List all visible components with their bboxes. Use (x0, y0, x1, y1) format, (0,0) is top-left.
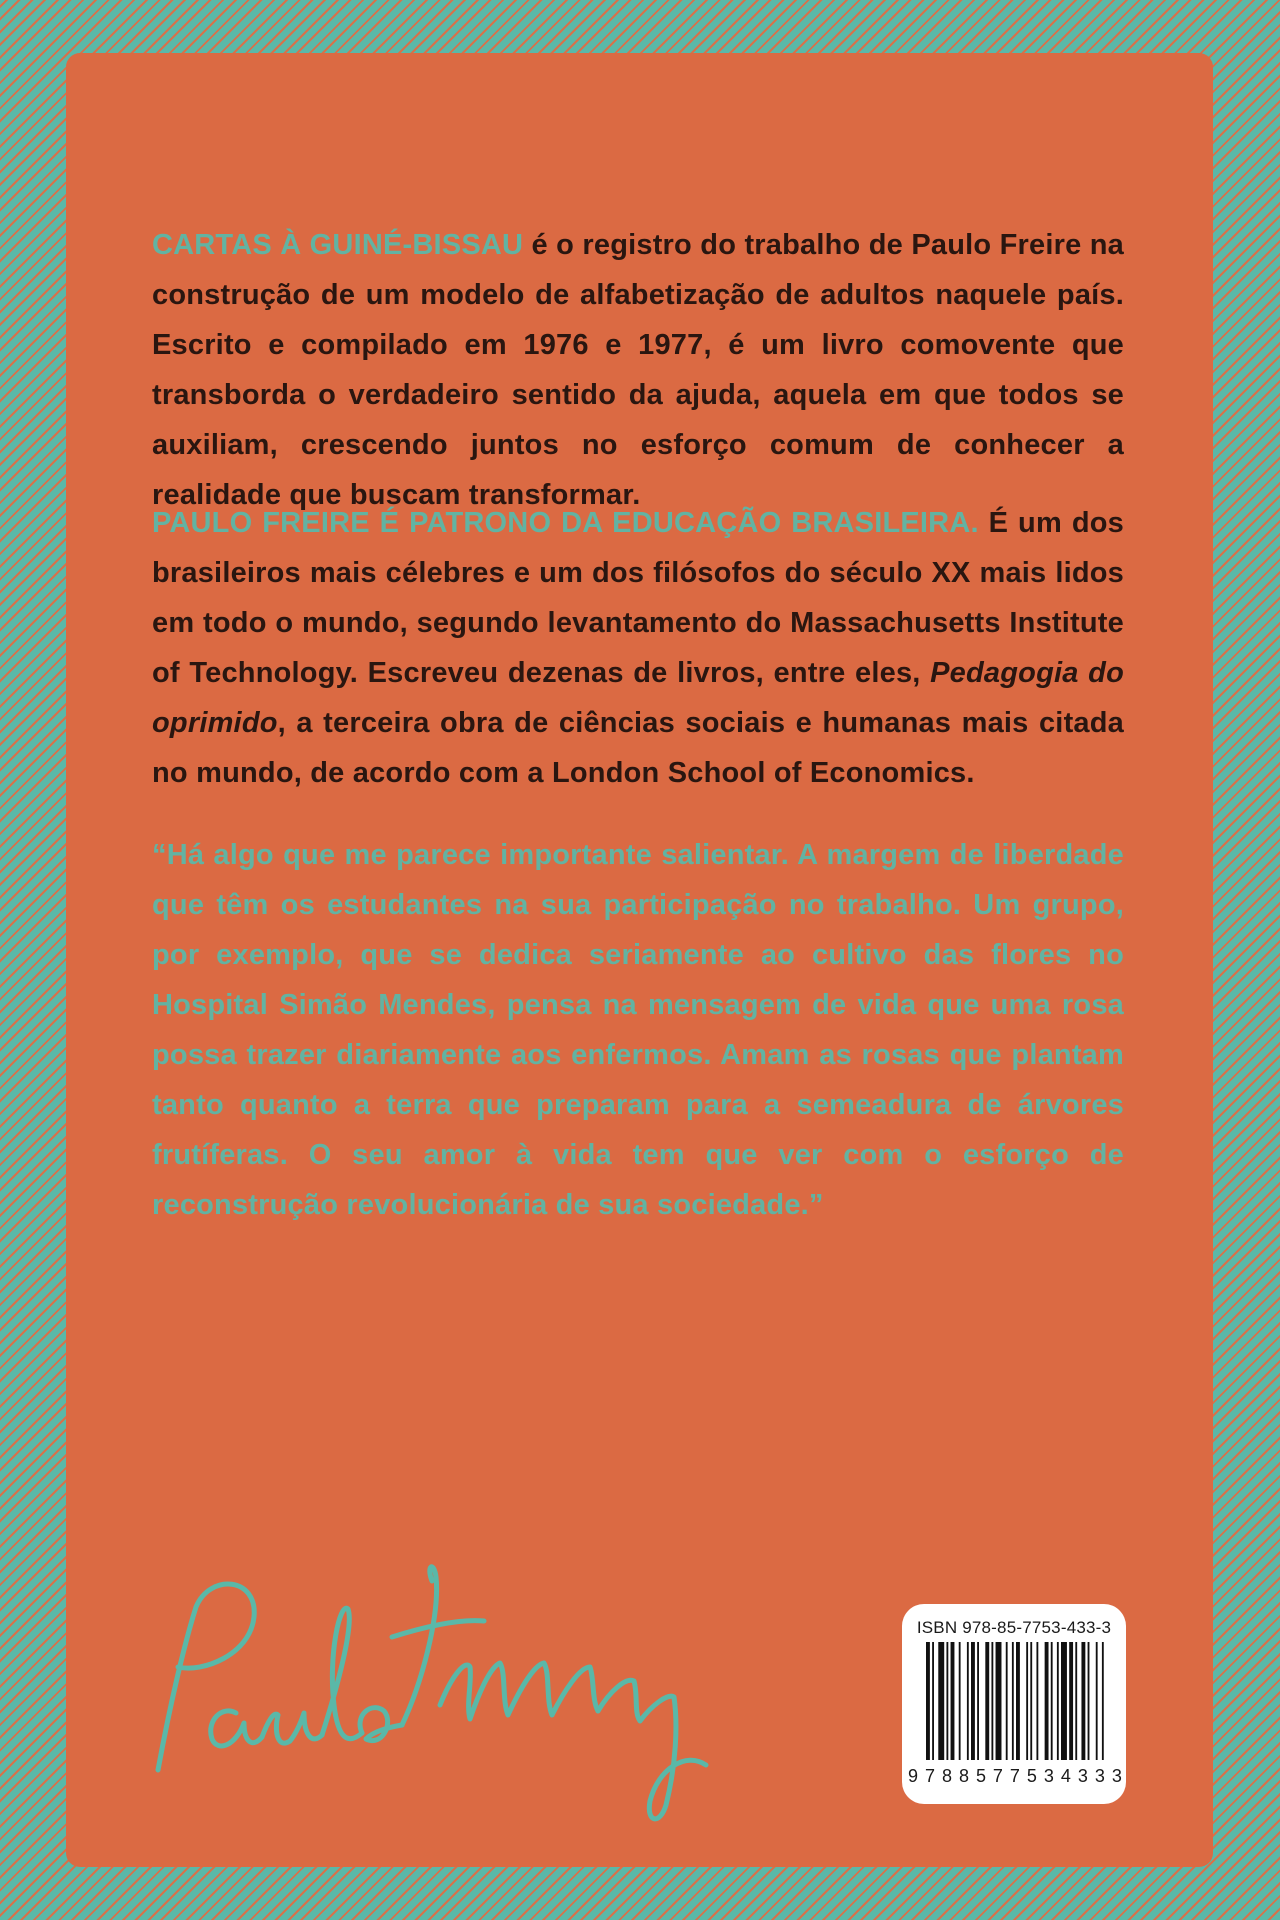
isbn-digit: 5 (1026, 1766, 1037, 1786)
barcode-bar (926, 1642, 930, 1760)
isbn-digits (908, 1766, 1122, 1787)
barcode-bar (1102, 1642, 1104, 1760)
barcode-bar (951, 1642, 955, 1760)
barcode-bar (938, 1642, 944, 1760)
book-title-lead: CARTAS À GUINÉ-BISSAU (152, 229, 524, 261)
isbn-digit: 3 (1043, 1766, 1054, 1786)
barcode-bar (977, 1642, 979, 1760)
barcode-bar (967, 1642, 969, 1760)
barcode-bar (959, 1642, 961, 1760)
isbn-digit: 3 (1111, 1766, 1122, 1786)
barcode-bar (1045, 1642, 1049, 1760)
barcode-bar (1006, 1642, 1008, 1760)
barcode-bar (1030, 1642, 1032, 1760)
author-lead: PAULO FREIRE É PATRONO DA EDUCAÇÃO BRASILEIRA. (152, 507, 979, 539)
synopsis-text: é o registro do trabalho de Paulo Freire na construção de um modelo de alfabetização de adultos naquele país. Escrito e compilado em 1976 e 1977, é um livro comovente que transborda o verdadeiro sentido da ajuda, aquela em que todos se auxiliam, crescendo juntos no esforço comum de conhecer a realidade que buscam transformar. (152, 229, 1124, 511)
barcode (926, 1642, 1106, 1760)
barcode-bar (1081, 1642, 1085, 1760)
author-signature (140, 1555, 780, 1835)
isbn-digit: 4 (1060, 1766, 1071, 1786)
synopsis-paragraph (152, 220, 1124, 520)
barcode-bar (932, 1642, 934, 1760)
isbn-digit: 3 (1077, 1766, 1088, 1786)
author-text-after: , a terceira obra de ciências sociais e humanas mais citada no mundo, de acordo com a London School of Economics. (152, 707, 1124, 789)
barcode-bar (985, 1642, 989, 1760)
isbn-digit: 9 (908, 1766, 919, 1786)
barcode-bar (1096, 1642, 1098, 1760)
quote-paragraph: “Há algo que me parece importante salientar. A margem de liberdade que têm os estudantes na sua participação no trabalho. Um grupo, por exemplo, que se dedica seriamente ao cultivo das flores no Hospital Simão Mendes, pensa na mensagem de vida que uma rosa possa trazer diariamente aos enfermos. Amam as rosas que plantam tanto quanto a terra que preparam para a semeadura de árvores frutíferas. O seu amor à vida tem que ver com o esforço de reconstrução revolucionária de sua sociedade.” (152, 839, 1124, 1221)
barcode-bar (1061, 1642, 1067, 1760)
barcode-bar (1088, 1642, 1090, 1760)
barcode-bar (1026, 1642, 1028, 1760)
author-text-before: É um dos brasileiros mais célebres e um dos filósofos do século XX mais lidos em todo o mundo, segundo levantamento do Massachusetts Institute of Technology. Escreveu dezenas de livros, entre eles, (152, 507, 1124, 689)
barcode-bar (1036, 1642, 1038, 1760)
isbn-digit: 8 (958, 1766, 969, 1786)
barcode-bar (946, 1642, 948, 1760)
author-paragraph (152, 498, 1124, 798)
isbn-digit: 7 (992, 1766, 1003, 1786)
cited-book-title: Pedagogia do oprimido (152, 657, 1125, 739)
isbn-barcode-box (902, 1604, 1126, 1804)
isbn-digit: 5 (975, 1766, 986, 1786)
isbn-digit: 3 (1094, 1766, 1105, 1786)
barcode-bar (1057, 1642, 1059, 1760)
barcode-bar (971, 1642, 975, 1760)
isbn-digit: 7 (1009, 1766, 1020, 1786)
isbn-digit: 8 (941, 1766, 952, 1786)
barcode-bar (1012, 1642, 1014, 1760)
isbn-digit: 7 (924, 1766, 935, 1786)
barcode-bar (1075, 1642, 1077, 1760)
barcode-bar (991, 1642, 993, 1760)
barcode-bar (1069, 1642, 1073, 1760)
barcode-bar (1016, 1642, 1020, 1760)
isbn-label: ISBN 978-85-7753-433-3 (916, 1618, 1112, 1637)
barcode-bar (1051, 1642, 1053, 1760)
barcode-bar (996, 1642, 1002, 1760)
